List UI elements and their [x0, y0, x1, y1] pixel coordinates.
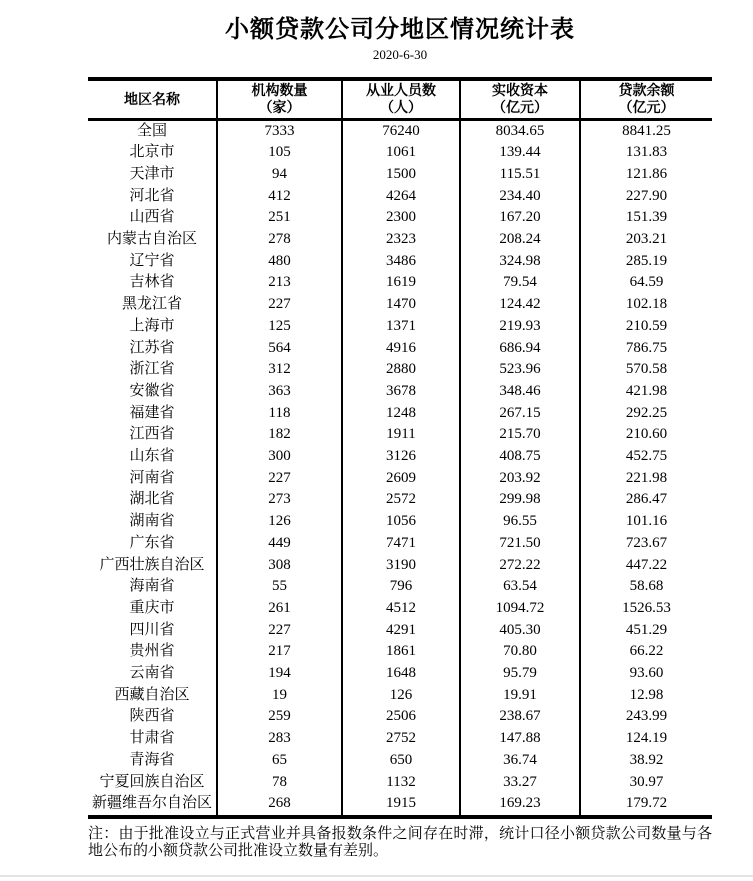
value-cell: 58.68 [580, 576, 712, 598]
region-name-cell: 黑龙江省 [121, 296, 182, 313]
value-cell: 251 [217, 207, 342, 229]
value-cell: 449 [217, 533, 342, 555]
table-row [88, 685, 712, 707]
region-name-cell: 浙江省 [129, 361, 175, 378]
region-name-cell: 河南省 [129, 469, 175, 486]
table-row [88, 555, 712, 577]
region-name-cell: 宁夏回族自治区 [99, 773, 205, 790]
value-cell: 182 [217, 424, 342, 446]
value-cell: 4916 [342, 338, 460, 360]
value-cell: 124.42 [460, 294, 580, 316]
region-name-cell: 四川省 [129, 621, 175, 638]
value-cell: 723.67 [580, 533, 712, 555]
value-cell: 261 [217, 598, 342, 620]
value-cell: 2300 [342, 207, 460, 229]
value-cell: 126 [342, 685, 460, 707]
region-name-cell: 青海省 [129, 751, 175, 768]
value-cell: 1500 [342, 164, 460, 186]
report-page [88, 0, 712, 860]
table-row [88, 598, 712, 620]
value-cell: 65 [217, 750, 342, 772]
table-row [88, 793, 712, 817]
value-cell: 217 [217, 641, 342, 663]
value-cell: 1526.53 [580, 598, 712, 620]
value-cell: 8841.25 [580, 119, 712, 142]
table-row [88, 251, 712, 273]
table-header [88, 79, 712, 119]
table-body [88, 119, 712, 817]
region-name-cell: 福建省 [129, 404, 175, 421]
value-cell: 101.16 [580, 511, 712, 533]
value-cell: 151.39 [580, 207, 712, 229]
table-row [88, 338, 712, 360]
region-name-cell: 陕西省 [129, 708, 175, 725]
value-cell: 1061 [342, 142, 460, 164]
value-cell: 272.22 [460, 555, 580, 577]
table-row [88, 164, 712, 186]
region-name-cell: 广西壮族自治区 [99, 556, 205, 573]
value-cell: 1915 [342, 793, 460, 817]
value-cell: 70.80 [460, 641, 580, 663]
value-cell: 4512 [342, 598, 460, 620]
value-cell: 4264 [342, 186, 460, 208]
column-header-5: 贷款余额 （亿元） [580, 79, 712, 119]
region-name-cell: 广东省 [129, 534, 175, 551]
value-cell: 125 [217, 316, 342, 338]
value-cell: 63.54 [460, 576, 580, 598]
value-cell: 2323 [342, 229, 460, 251]
value-cell: 1371 [342, 316, 460, 338]
value-cell: 219.93 [460, 316, 580, 338]
value-cell: 1470 [342, 294, 460, 316]
table-row [88, 403, 712, 425]
value-cell: 286.47 [580, 489, 712, 511]
value-cell: 227 [217, 620, 342, 642]
page-bottom-divider [0, 875, 753, 877]
value-cell: 2609 [342, 468, 460, 490]
table-row [88, 706, 712, 728]
table-row [88, 272, 712, 294]
header-row [88, 79, 712, 119]
value-cell: 1619 [342, 272, 460, 294]
value-cell: 283 [217, 728, 342, 750]
value-cell: 55 [217, 576, 342, 598]
value-cell: 78 [217, 772, 342, 794]
column-header-4: 实收资本 （亿元） [460, 79, 580, 119]
value-cell: 38.92 [580, 750, 712, 772]
value-cell: 210.59 [580, 316, 712, 338]
value-cell: 66.22 [580, 641, 712, 663]
value-cell: 221.98 [580, 468, 712, 490]
table-row [88, 772, 712, 794]
value-cell: 121.86 [580, 164, 712, 186]
value-cell: 234.40 [460, 186, 580, 208]
value-cell: 523.96 [460, 359, 580, 381]
region-name-cell: 山东省 [129, 448, 175, 465]
value-cell: 796 [342, 576, 460, 598]
value-cell: 3126 [342, 446, 460, 468]
value-cell: 259 [217, 706, 342, 728]
value-cell: 1132 [342, 772, 460, 794]
table-row [88, 750, 712, 772]
value-cell: 227 [217, 294, 342, 316]
region-name-cell: 江苏省 [129, 339, 175, 356]
footnote: 注：由于批准设立与正式营业并具备报数条件之间存在时滞，统计口径小额贷款公司数量与各地公布的小额贷款公司批准设立数量有差别。 [88, 826, 712, 859]
value-cell: 1094.72 [460, 598, 580, 620]
table-row [88, 359, 712, 381]
value-cell: 105 [217, 142, 342, 164]
region-name-cell: 天津市 [129, 165, 175, 182]
value-cell: 36.74 [460, 750, 580, 772]
value-cell: 308 [217, 555, 342, 577]
value-cell: 278 [217, 229, 342, 251]
value-cell: 203.21 [580, 229, 712, 251]
table-row [88, 207, 712, 229]
value-cell: 292.25 [580, 403, 712, 425]
region-name-cell: 山西省 [129, 209, 175, 226]
table-row [88, 446, 712, 468]
table-row [88, 142, 712, 164]
table-row [88, 663, 712, 685]
table-row [88, 641, 712, 663]
value-cell: 3678 [342, 381, 460, 403]
value-cell: 139.44 [460, 142, 580, 164]
value-cell: 79.54 [460, 272, 580, 294]
table-row [88, 229, 712, 251]
value-cell: 227 [217, 468, 342, 490]
value-cell: 324.98 [460, 251, 580, 273]
region-name-cell: 内蒙古自治区 [106, 231, 197, 248]
table-row [88, 620, 712, 642]
value-cell: 30.97 [580, 772, 712, 794]
value-cell: 8034.65 [460, 119, 580, 142]
value-cell: 147.88 [460, 728, 580, 750]
region-name-cell: 云南省 [129, 665, 175, 682]
value-cell: 227.90 [580, 186, 712, 208]
value-cell: 19 [217, 685, 342, 707]
value-cell: 238.67 [460, 706, 580, 728]
value-cell: 447.22 [580, 555, 712, 577]
value-cell: 118 [217, 403, 342, 425]
value-cell: 131.83 [580, 142, 712, 164]
value-cell: 243.99 [580, 706, 712, 728]
region-name-cell: 辽宁省 [129, 252, 175, 269]
value-cell: 102.18 [580, 294, 712, 316]
region-name-cell: 重庆市 [129, 599, 175, 616]
value-cell: 169.23 [460, 793, 580, 817]
value-cell: 167.20 [460, 207, 580, 229]
region-name-cell: 甘肃省 [129, 730, 175, 747]
table-row [88, 381, 712, 403]
region-name-cell: 北京市 [129, 144, 175, 161]
value-cell: 2752 [342, 728, 460, 750]
region-name-cell: 河北省 [129, 187, 175, 204]
value-cell: 721.50 [460, 533, 580, 555]
value-cell: 348.46 [460, 381, 580, 403]
value-cell: 96.55 [460, 511, 580, 533]
table-row [88, 533, 712, 555]
value-cell: 312 [217, 359, 342, 381]
value-cell: 93.60 [580, 663, 712, 685]
value-cell: 203.92 [460, 468, 580, 490]
value-cell: 1861 [342, 641, 460, 663]
value-cell: 194 [217, 663, 342, 685]
region-name-cell: 贵州省 [129, 643, 175, 660]
region-name-cell: 海南省 [129, 578, 175, 595]
value-cell: 299.98 [460, 489, 580, 511]
value-cell: 4291 [342, 620, 460, 642]
value-cell: 408.75 [460, 446, 580, 468]
value-cell: 95.79 [460, 663, 580, 685]
value-cell: 208.24 [460, 229, 580, 251]
value-cell: 7471 [342, 533, 460, 555]
value-cell: 213 [217, 272, 342, 294]
value-cell: 268 [217, 793, 342, 817]
value-cell: 412 [217, 186, 342, 208]
value-cell: 2506 [342, 706, 460, 728]
table-row [88, 489, 712, 511]
region-name-cell: 安徽省 [129, 382, 175, 399]
table-row [88, 316, 712, 338]
table-row [88, 576, 712, 598]
value-cell: 215.70 [460, 424, 580, 446]
value-cell: 285.19 [580, 251, 712, 273]
value-cell: 124.19 [580, 728, 712, 750]
value-cell: 421.98 [580, 381, 712, 403]
value-cell: 451.29 [580, 620, 712, 642]
region-name-cell: 湖南省 [129, 513, 175, 530]
value-cell: 1911 [342, 424, 460, 446]
value-cell: 64.59 [580, 272, 712, 294]
value-cell: 126 [217, 511, 342, 533]
table-row [88, 424, 712, 446]
region-stats-table [88, 77, 712, 819]
value-cell: 786.75 [580, 338, 712, 360]
value-cell: 76240 [342, 119, 460, 142]
value-cell: 210.60 [580, 424, 712, 446]
table-row [88, 294, 712, 316]
table-row [88, 511, 712, 533]
column-header-2: 机构数量 （家） [217, 79, 342, 119]
value-cell: 267.15 [460, 403, 580, 425]
report-date: 2020-6-30 [372, 47, 428, 62]
value-cell: 3190 [342, 555, 460, 577]
page-title: 小额贷款公司分地区情况统计表 [225, 16, 575, 43]
table-row [88, 186, 712, 208]
region-name-cell: 江西省 [129, 426, 175, 443]
value-cell: 7333 [217, 119, 342, 142]
region-name-cell: 全国 [136, 122, 167, 139]
value-cell: 564 [217, 338, 342, 360]
value-cell: 570.58 [580, 359, 712, 381]
value-cell: 115.51 [460, 164, 580, 186]
value-cell: 3486 [342, 251, 460, 273]
table-row [88, 728, 712, 750]
value-cell: 1248 [342, 403, 460, 425]
region-name-cell: 西藏自治区 [114, 686, 190, 703]
region-name-cell: 湖北省 [129, 491, 175, 508]
value-cell: 2572 [342, 489, 460, 511]
value-cell: 19.91 [460, 685, 580, 707]
value-cell: 12.98 [580, 685, 712, 707]
value-cell: 363 [217, 381, 342, 403]
column-header-1: 地区名称 [88, 79, 217, 119]
value-cell: 2880 [342, 359, 460, 381]
value-cell: 273 [217, 489, 342, 511]
region-name-cell: 吉林省 [129, 274, 175, 291]
value-cell: 94 [217, 164, 342, 186]
value-cell: 452.75 [580, 446, 712, 468]
value-cell: 480 [217, 251, 342, 273]
value-cell: 33.27 [460, 772, 580, 794]
value-cell: 1056 [342, 511, 460, 533]
value-cell: 300 [217, 446, 342, 468]
value-cell: 1648 [342, 663, 460, 685]
value-cell: 179.72 [580, 793, 712, 817]
value-cell: 686.94 [460, 338, 580, 360]
region-name-cell: 新疆维吾尔自治区 [91, 795, 212, 812]
value-cell: 405.30 [460, 620, 580, 642]
region-name-cell: 上海市 [129, 317, 175, 334]
value-cell: 650 [342, 750, 460, 772]
table-row [88, 468, 712, 490]
column-header-3: 从业人员数 （人） [342, 79, 460, 119]
table-row [88, 119, 712, 142]
